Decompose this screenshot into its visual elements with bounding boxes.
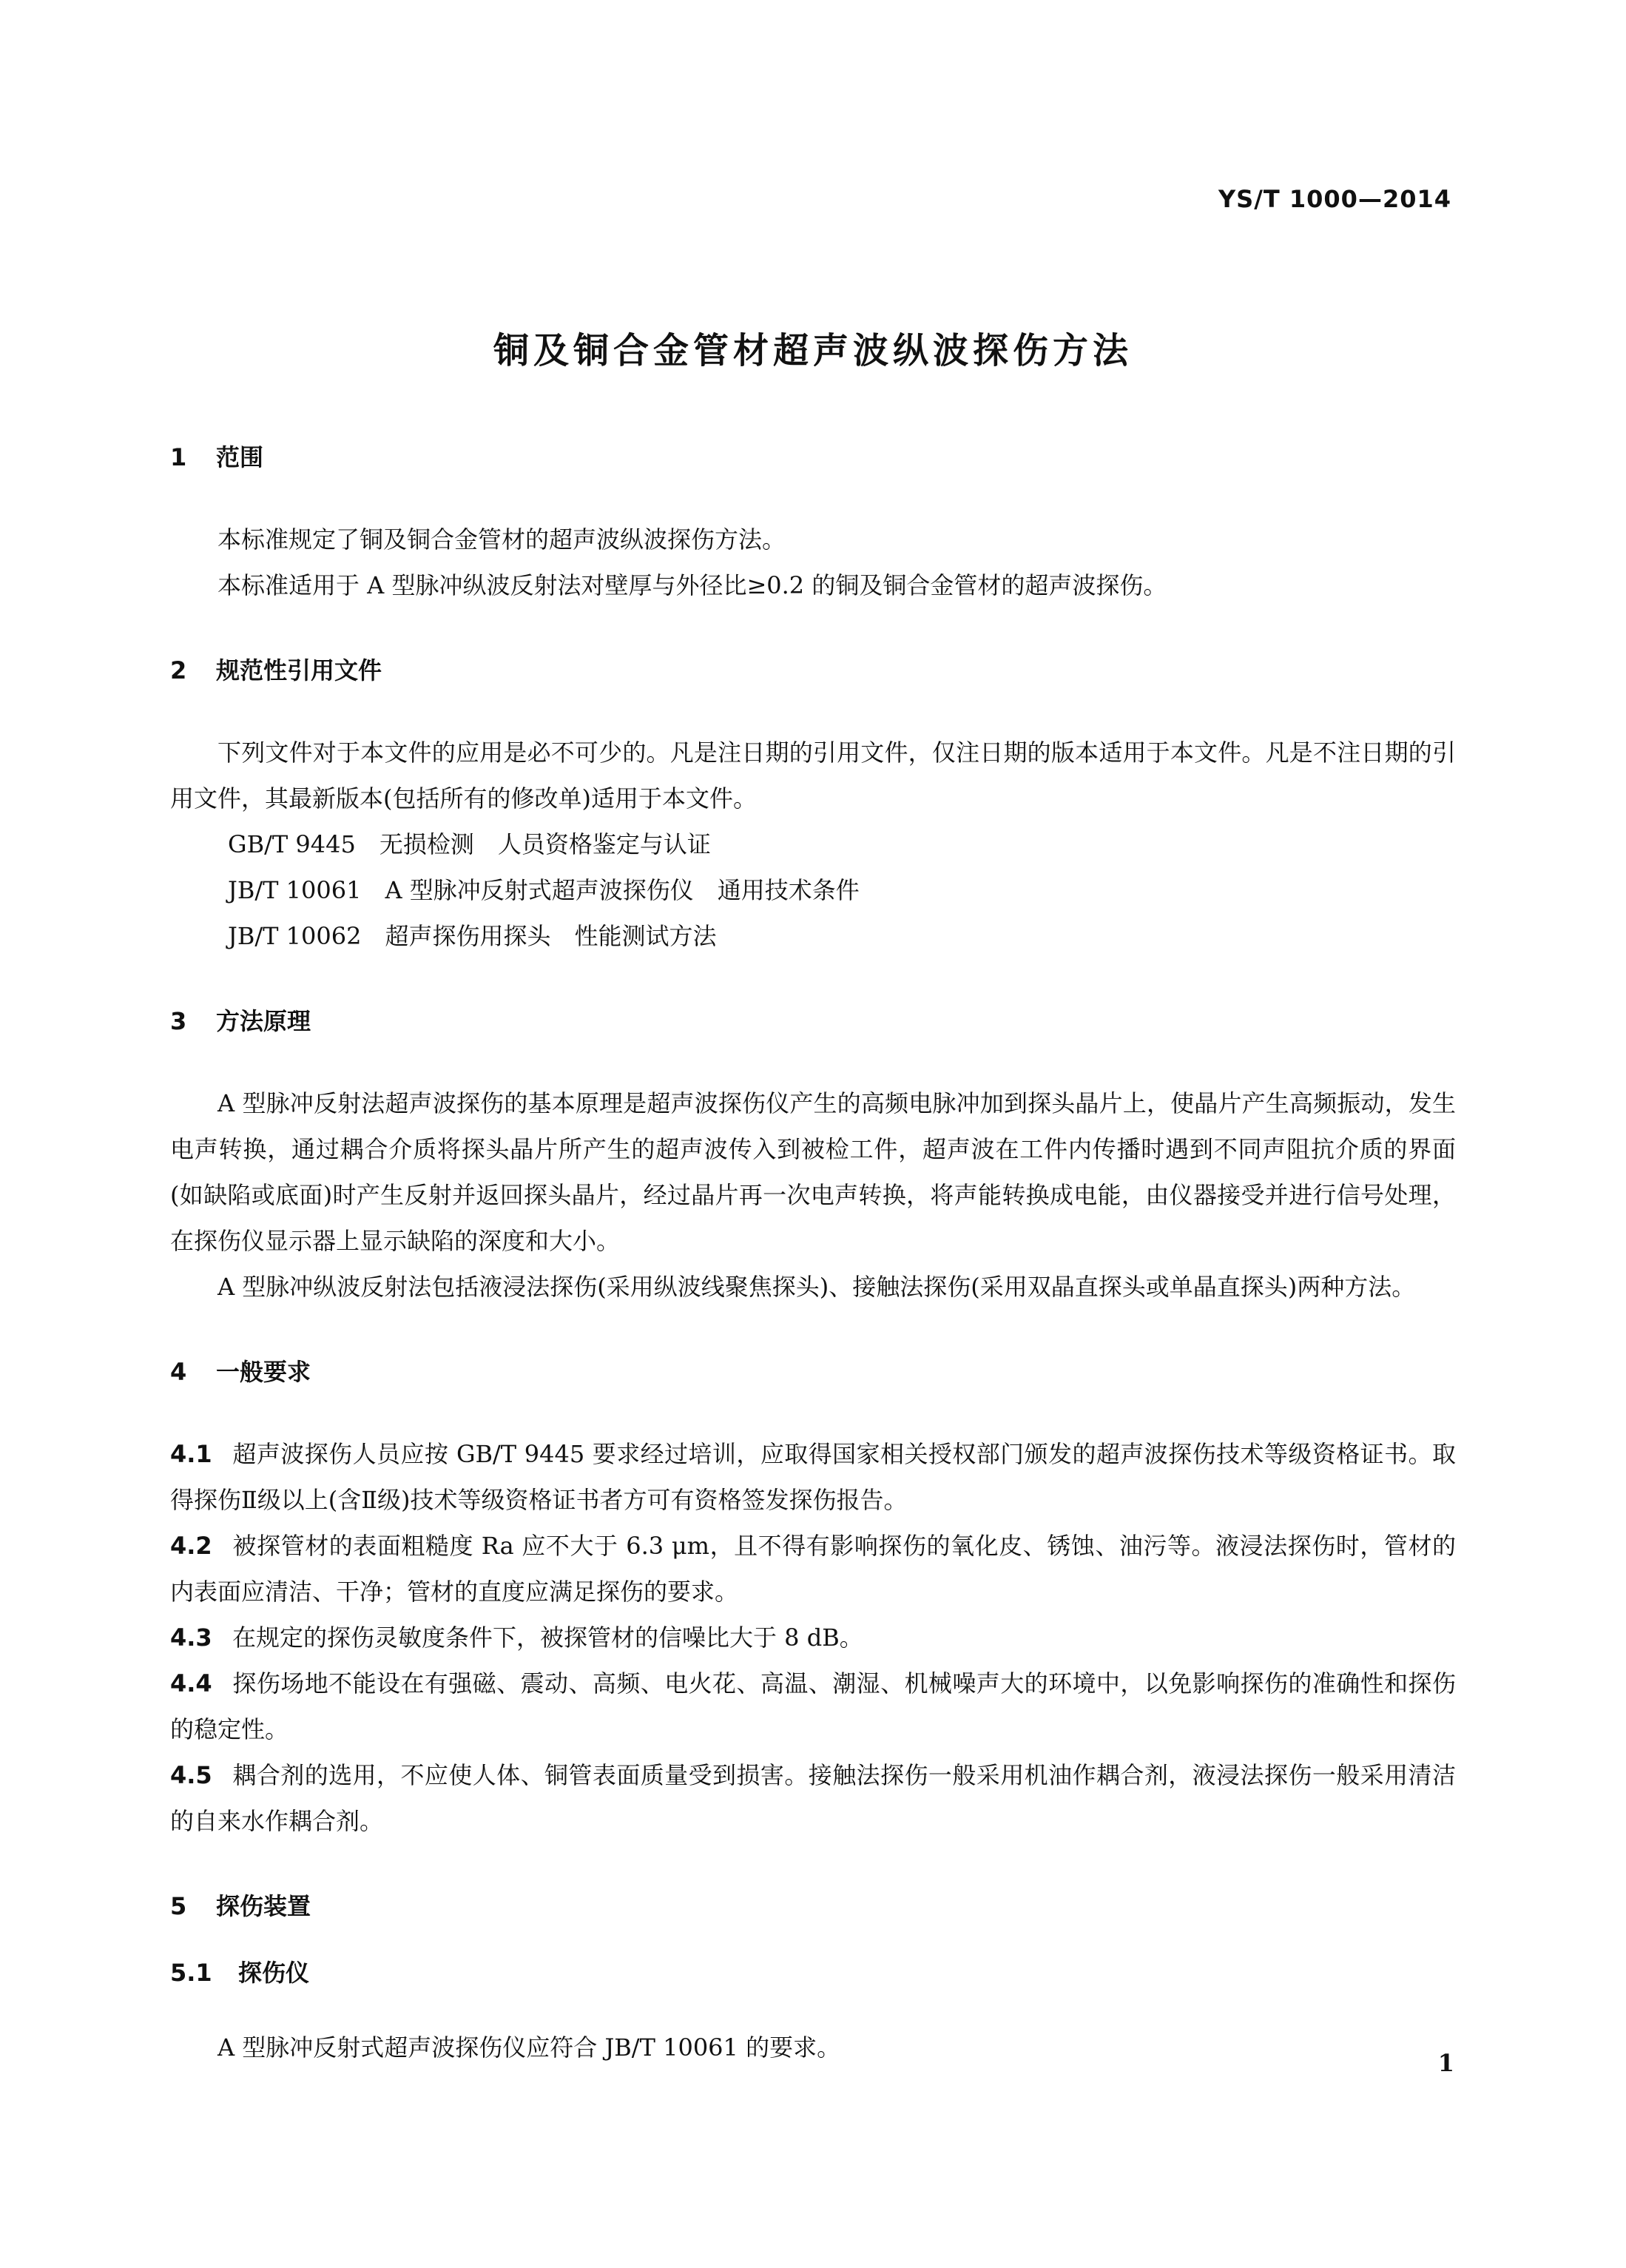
clause-number: 4.4 (170, 1669, 212, 1697)
clause-text: 超声波探伤人员应按 GB/T 9445 要求经过培训，应取得国家相关授权部门颁发的超声波探伤技术等级资格证书。取得探伤Ⅱ级以上(含Ⅱ级)技术等级资格证书者方可有资格签发探伤报告。 (170, 1440, 1456, 1514)
reference-item: GB/T 9445 无损检测 人员资格鉴定与认证 (228, 830, 711, 858)
clause-text: 在规定的探伤灵敏度条件下，被探管材的信噪比大于 8 dB。 (232, 1623, 863, 1652)
subsection-title: 探伤仪 (238, 1959, 310, 1987)
section-title: 规范性引用文件 (216, 656, 382, 684)
clause-text: 探伤场地不能设在有强磁、震动、高频、电火花、高温、潮湿、机械噪声大的环境中，以免影响探伤的准确性和探伤的稳定性。 (170, 1669, 1456, 1743)
section-number: 1 (170, 443, 187, 471)
paragraph: A 型脉冲纵波反射法包括液浸法探伤(采用纵波线聚焦探头)、接触法探伤(采用双晶直探头或单晶直探头)两种方法。 (217, 1273, 1416, 1301)
reference-item: JB/T 10062 超声探伤用探头 性能测试方法 (228, 922, 717, 950)
subsection-5-1-heading (170, 1958, 1456, 1988)
clause-4-4 (170, 1660, 1456, 1752)
section-number: 2 (170, 656, 187, 684)
clause-number: 4.5 (170, 1761, 212, 1789)
section-number: 3 (170, 1007, 187, 1035)
section-number: 5 (170, 1892, 187, 1920)
clause-4-2 (170, 1523, 1456, 1615)
section-4-heading (170, 1357, 1456, 1387)
section-title: 范围 (216, 443, 264, 471)
paragraph: A 型脉冲反射法超声波探伤的基本原理是超声波探伤仪产生的高频电脉冲加到探头晶片上，使晶片产生高频振动，发生电声转换，通过耦合介质将探头晶片所产生的超声波传入到被检工件，超声波在工件内传播时遇到不同声阻抗介质的界面(如缺陷或底面)时产生反射并返回探头晶片，经过晶片再一次电声转换，将声能转换成电能，由仪器接受并进行信号处理，在探伤仪显示器上显示缺陷的深度和大小。 (170, 1089, 1456, 1255)
section-title: 探伤装置 (216, 1892, 311, 1920)
clause-4-3 (170, 1615, 1456, 1660)
clause-4-1 (170, 1431, 1456, 1523)
standard-code: YS/T 1000—2014 (1218, 185, 1451, 213)
clause-number: 4.1 (170, 1440, 212, 1468)
section-title: 一般要求 (216, 1358, 311, 1386)
paragraph: 下列文件对于本文件的应用是必不可少的。凡是注日期的引用文件，仅注日期的版本适用于本文件。凡是不注日期的引用文件，其最新版本(包括所有的修改单)适用于本文件。 (170, 738, 1456, 812)
reference-item: JB/T 10061 A 型脉冲反射式超声波探伤仪 通用技术条件 (228, 876, 860, 904)
clause-number: 4.2 (170, 1532, 212, 1560)
subsection-number: 5.1 (170, 1959, 212, 1987)
section-number: 4 (170, 1358, 187, 1386)
paragraph: 本标准适用于 A 型脉冲纵波反射法对壁厚与外径比≥0.2 的铜及铜合金管材的超声波探伤。 (217, 571, 1167, 599)
section-1-heading (170, 443, 1456, 472)
section-2-heading (170, 656, 1456, 685)
section-5-heading (170, 1891, 1456, 1921)
clause-text: 耦合剂的选用，不应使人体、铜管表面质量受到损害。接触法探伤一般采用机油作耦合剂，液浸法探伤一般采用清洁的自来水作耦合剂。 (170, 1761, 1456, 1835)
clause-text: 被探管材的表面粗糙度 Ra 应不大于 6.3 μm，且不得有影响探伤的氧化皮、锈蚀、油污等。液浸法探伤时，管材的内表面应清洁、干净；管材的直度应满足探伤的要求。 (170, 1532, 1456, 1606)
paragraph: A 型脉冲反射式超声波探伤仪应符合 JB/T 10061 的要求。 (217, 2033, 841, 2062)
page-number: 1 (1437, 2049, 1454, 2077)
clause-number: 4.3 (170, 1623, 212, 1652)
section-3-heading (170, 1006, 1456, 1036)
section-title: 方法原理 (216, 1007, 311, 1035)
paragraph: 本标准规定了铜及铜合金管材的超声波纵波探伤方法。 (217, 525, 786, 553)
document-title: 铜及铜合金管材超声波纵波探伤方法 (493, 330, 1133, 371)
clause-4-5 (170, 1752, 1456, 1844)
document-body (170, 443, 1456, 2070)
